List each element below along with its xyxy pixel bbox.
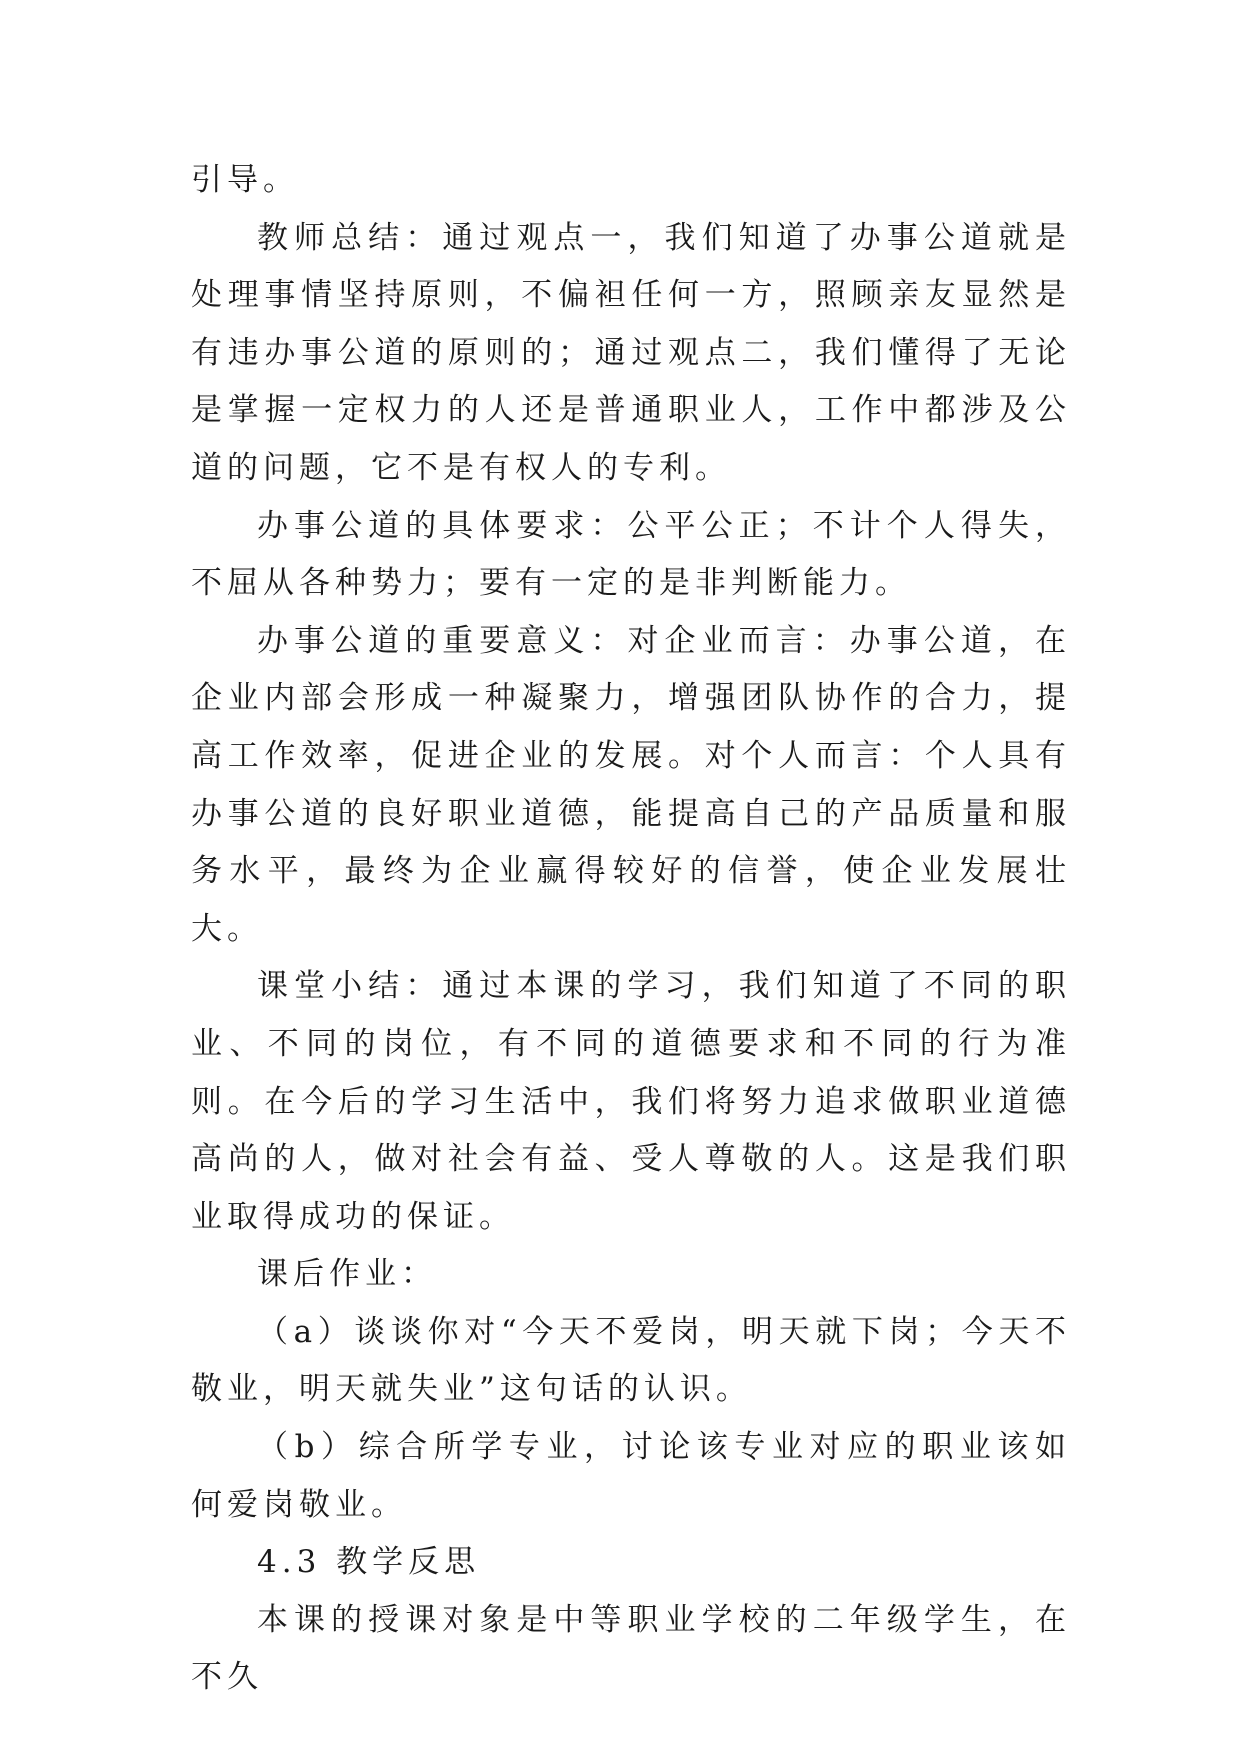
- paragraph-fairness-significance: 办事公道的重要意义：对企业而言：办事公道，在企业内部会形成一种凝聚力，增强团队协作的合力，提高工作效率，促进企业的发展。对个人而言：个人具有办事公道的良好职业道德，能提高自己的产品质量和服务水平，最终为企业赢得较好的信誉，使企业发展壮大。: [191, 622, 1071, 947]
- paragraph-homework-heading: 课后作业：: [257, 1256, 437, 1293]
- paragraph-homework-item-b: （b）综合所学专业，讨论该专业对应的职业该如何爱岗敬业。: [191, 1429, 1071, 1523]
- paragraph-homework-item-a: （a）谈谈你对“今天不爱岗，明天就下岗；今天不敬业，明天就失业”这句话的认识。: [191, 1313, 1071, 1408]
- paragraph-class-summary: 课堂小结：通过本课的学习，我们知道了不同的职业、不同的岗位，有不同的道德要求和不同的行为准则。在今后的学习生活中，我们将努力追求做职业道德高尚的人，做对社会有益、受人尊敬的人。这是我们职业取得成功的保证。: [191, 968, 1071, 1235]
- document-body: [191, 152, 1071, 1707]
- paragraph-guidance-end: 引导。: [191, 162, 299, 198]
- paragraph-reflection-intro: 本课的授课对象是中等职业学校的二年级学生，在不久: [191, 1601, 1071, 1696]
- section-heading-teaching-reflection: 4.3 教学反思: [257, 1544, 481, 1581]
- paragraph-teacher-summary: 教师总结：通过观点一，我们知道了办事公道就是处理事情坚持原则，不偏袒任何一方，照顾亲友显然是有违办事公道的原则的；通过观点二，我们懂得了无论是掌握一定权力的人还是普通职业人，工作中都涉及公道的问题，它不是有权人的专利。: [191, 219, 1071, 486]
- paragraph-fairness-requirements: 办事公道的具体要求：公平公正；不计个人得失，不屈从各种势力；要有一定的是非判断能力。: [191, 507, 1071, 602]
